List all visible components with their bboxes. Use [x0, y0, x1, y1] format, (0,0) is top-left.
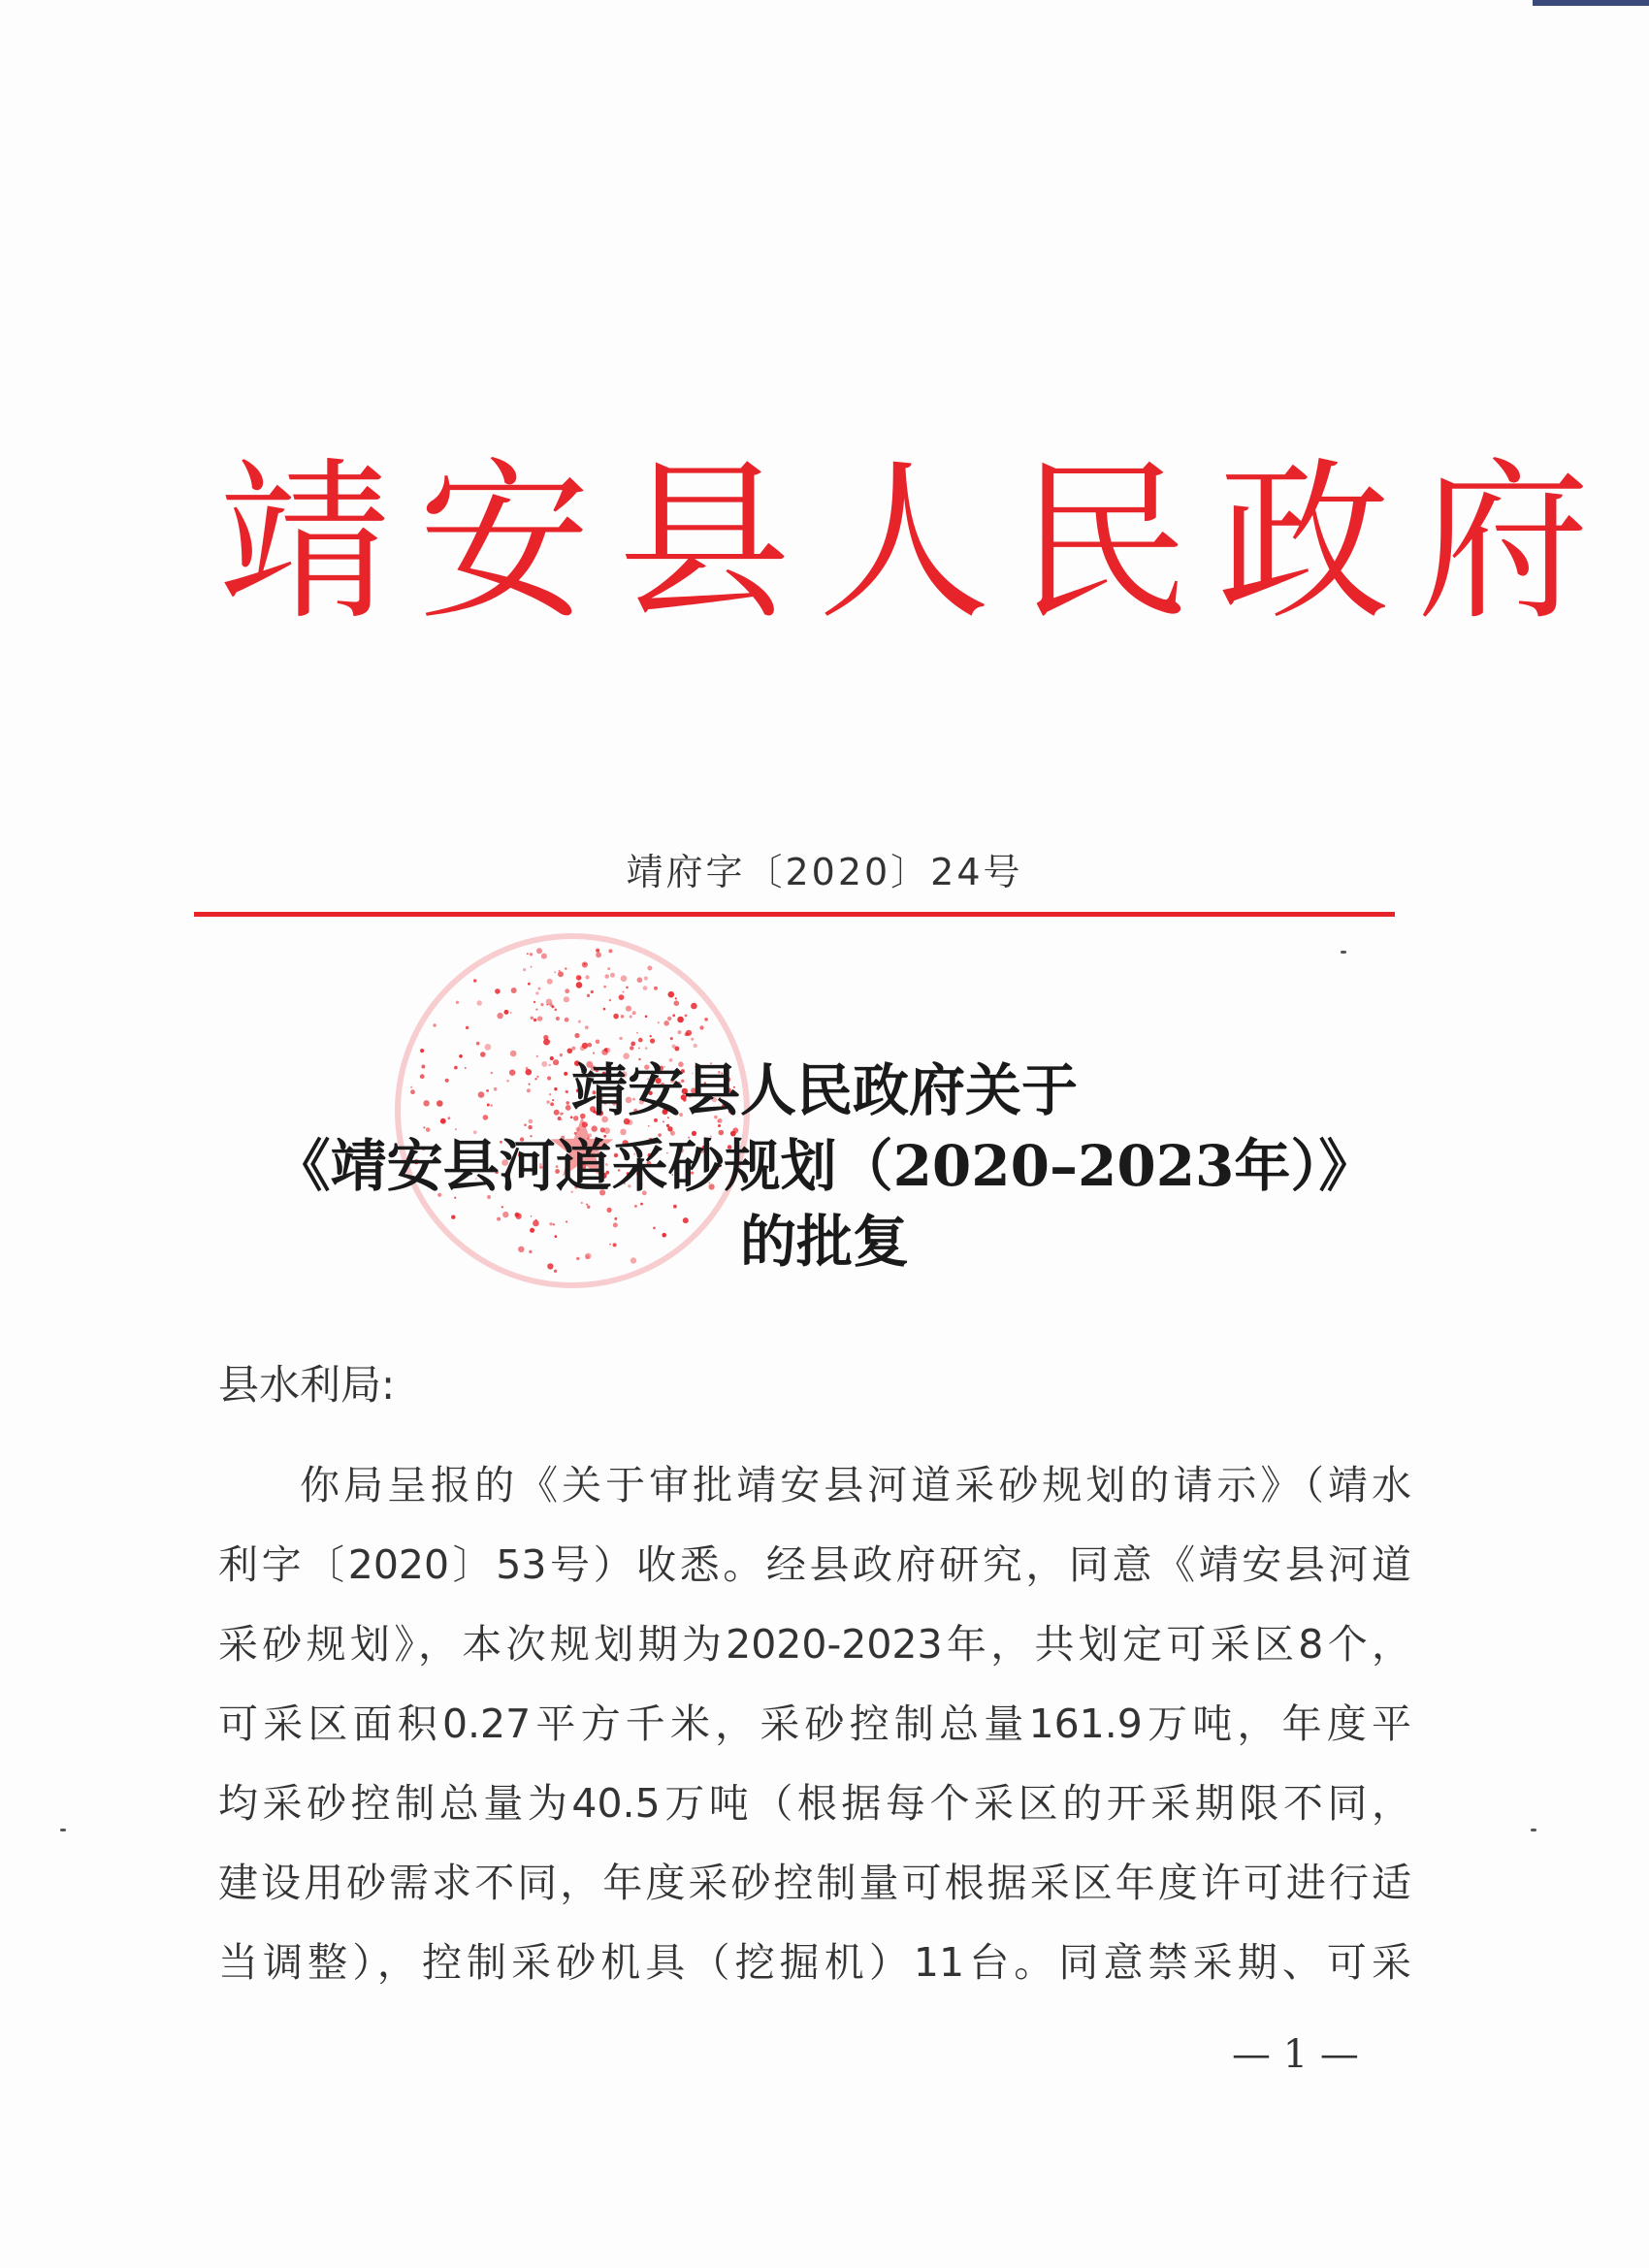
body-line: 可采区面积0.27平方千米，采砂控制总量161.9万吨，年度平 [218, 1701, 1411, 1747]
scan-speck [60, 1829, 66, 1831]
body-line: 建设用砂需求不同，年度采砂控制量可根据采区年度许可进行适 [218, 1860, 1411, 1906]
red-divider-rule [194, 912, 1395, 917]
scan-edge-mark [1533, 0, 1649, 6]
title-line-3: 的批复 [739, 1209, 909, 1275]
scan-speck [1531, 1829, 1536, 1831]
title-line-1: 靖安县人民政府关于 [570, 1057, 1078, 1123]
body-line: 采砂规划》，本次规划期为2020-2023年，共划定可采区8个， [218, 1621, 1411, 1668]
page-number: — 1 — [1232, 2032, 1359, 2077]
body-line: 你局呈报的《关于审批靖安县河道采砂规划的请示》（靖水 [300, 1462, 1411, 1508]
masthead-issuer: 靖安县人民政府 [218, 442, 1617, 643]
document-title [0, 1053, 1649, 1280]
salutation: 县水利局: [218, 1361, 396, 1409]
scan-speck [1341, 951, 1346, 954]
document-number: 靖府字〔2020〕24号 [626, 851, 1023, 893]
body-line: 利字〔2020〕53号）收悉。经县政府研究，同意《靖安县河道 [218, 1541, 1411, 1588]
body-paragraph [218, 1445, 1411, 2002]
body-line: 当调整），控制采砂机具（挖掘机）11台。同意禁采期、可采 [218, 1939, 1411, 1986]
title-line-2: 《靖安县河道采砂规划（2020–2023年）》 [274, 1133, 1375, 1199]
body-line: 均采砂控制总量为40.5万吨（根据每个采区的开采期限不同， [218, 1780, 1411, 1827]
